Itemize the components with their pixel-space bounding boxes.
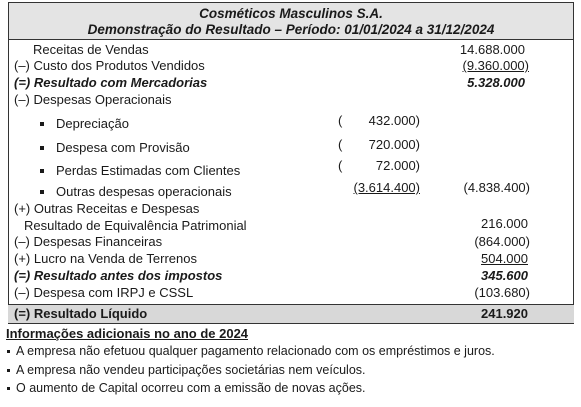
row-value-net-result: 241.920 <box>481 306 528 321</box>
company-name: Cosméticos Masculinos S.A. <box>199 6 383 21</box>
row-value-total-operating-expenses: (4.838.400) <box>463 180 530 195</box>
row-label-revenue: Receitas de Vendas <box>33 42 149 57</box>
row-label-operating-expenses: (–) Despesas Operacionais <box>14 92 172 107</box>
additional-note-2: A empresa não vendeu participações societárias nem veículos. <box>16 363 366 377</box>
bullet-icon <box>40 169 44 173</box>
row-label-equity-method-result: Resultado de Equivalência Patrimonial <box>24 218 247 233</box>
row-label-other-revenues-expenses: (+) Outras Receitas e Despesas <box>14 201 200 216</box>
statement-period: Demonstração do Resultado – Período: 01/01/2024 a 31/12/2024 <box>87 22 495 37</box>
additional-note-3: O aumento de Capital ocorreu com a emissão de novas ações. <box>16 381 366 395</box>
additional-info-title: Informações adicionais no ano de 2024 <box>6 326 249 341</box>
row-value-depreciation: 432.000) <box>368 113 420 128</box>
row-value-estimated-losses: 72.000) <box>375 158 420 173</box>
row-label-net-result: (=) Resultado Líquido <box>14 306 148 321</box>
bullet-icon <box>40 190 44 194</box>
row-label-cogs: (–) Custo dos Produtos Vendidos <box>14 58 205 73</box>
row-label-provision-expense: Despesa com Provisão <box>56 140 190 155</box>
statement-header <box>8 2 574 40</box>
row-value-cogs: (9.360.000) <box>462 58 529 73</box>
row-label-financial-expenses: (–) Despesas Financeiras <box>14 234 163 249</box>
bullet-icon <box>40 122 44 126</box>
bullet-icon <box>7 387 10 390</box>
additional-note-1: A empresa não efetuou qualquer pagamento relacionado com os empréstimos e juros. <box>16 344 495 358</box>
row-label-depreciation: Depreciação <box>56 116 129 131</box>
row-label-income-tax-expense: (–) Despesa com IRPJ e CSSL <box>14 285 194 300</box>
row-value-land-sale-profit: 504.000 <box>481 251 528 266</box>
table-right-border <box>573 40 574 324</box>
row-value-income-tax-expense: (103.680) <box>474 285 530 300</box>
row-label-other-operating-expenses: Outras despesas operacionais <box>56 184 232 199</box>
row-value-provision-open: ( <box>338 137 343 152</box>
row-label-land-sale-profit: (+) Lucro na Venda de Terrenos <box>14 251 197 266</box>
row-value-losses-open: ( <box>338 158 343 173</box>
table-left-border <box>8 40 9 324</box>
row-value-result-before-taxes: 345.600 <box>481 268 528 283</box>
row-label-result-before-taxes: (=) Resultado antes dos impostos <box>14 268 223 283</box>
row-label-estimated-losses: Perdas Estimadas com Clientes <box>56 163 241 178</box>
bullet-icon <box>7 350 10 353</box>
row-value-other-operating-expenses: (3.614.400) <box>353 180 420 195</box>
row-value-provision-expense: 720.000) <box>368 137 420 152</box>
row-value-equity-method-result: 216.000 <box>481 216 528 231</box>
bullet-icon <box>7 369 10 372</box>
row-label-gross-result: (=) Resultado com Mercadorias <box>14 75 208 90</box>
bullet-icon <box>40 146 44 150</box>
row-value-depreciation-open: ( <box>338 113 343 128</box>
row-value-gross-result: 5.328.000 <box>467 75 525 90</box>
row-value-revenue: 14.688.000 <box>459 42 525 57</box>
row-value-financial-expenses: (864.000) <box>474 234 530 249</box>
